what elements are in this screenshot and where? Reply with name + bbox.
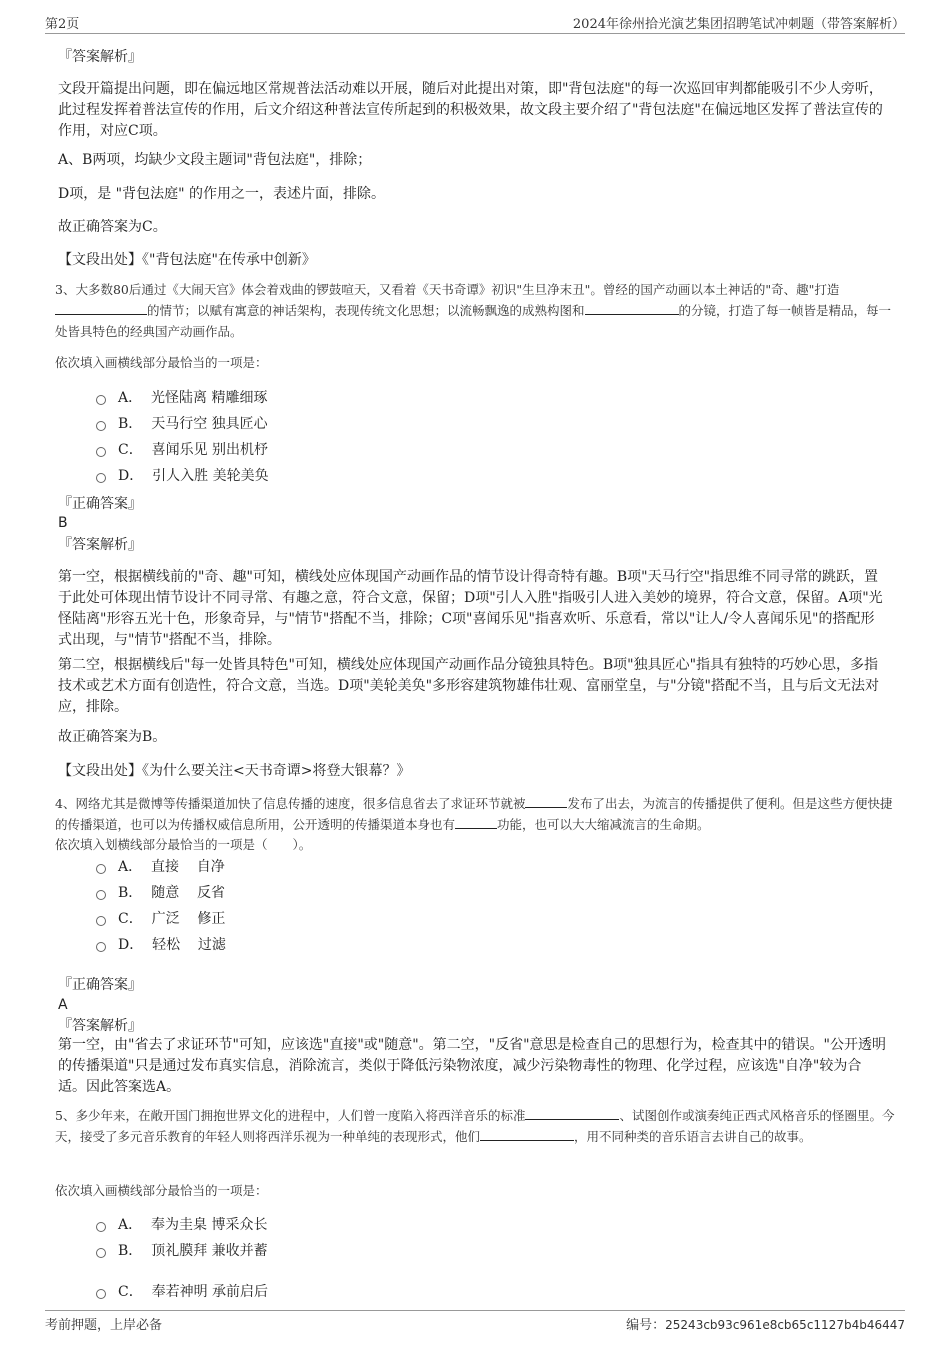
analysis-label: 『答案解析』 [58, 1018, 142, 1034]
analysis-paragraph: 第一空，由"省去了求证环节"可知，应该选"直接"或"随意"。第二空，"反省"意思是检查自己的思想行为，检查其中的错误。"公开透明的传播渠道"只是通过发布真实信息，消除流言，类似于降低污染物浓度，减少污染物毒性的物理、化学过程，应该选"自净"较为合适。因此答案选A。 [58, 1037, 886, 1095]
question-3-option-b[interactable]: B． 天马行空 独具匠心 [96, 413, 268, 435]
analysis-label: 『答案解析』 [58, 537, 142, 553]
question-3-option-c[interactable]: C． 喜闻乐见 别出机杼 [96, 439, 268, 461]
analysis-paragraph: 文段开篇提出问题，即在偏远地区常规普法活动难以开展，随后对此提出对策，即"背包法庭"的每一次巡回审判都能吸引不少人旁听，此过程发挥着普法宣传的作用，后文介绍这种普法宣传所起到的积极效果，故文段主要介绍了"背包法庭"在偏远地区发挥了普法宣传的作用，对应C项。 [58, 81, 883, 139]
analysis-paragraph: D项，是 "背包法庭" 的作用之一，表述片面，排除。 [58, 186, 386, 202]
radio-icon[interactable] [96, 942, 106, 952]
passage-source: 【文段出处】《"背包法庭"在传承中创新》 [58, 252, 316, 268]
analysis-paragraph: 第二空，根据横线后"每一处皆具特色"可知，横线处应体现国产动画作品分镜独具特色。B项"独具匠心"指具有独特的巧妙心思，多指技术或艺术方面有创造性，符合文意，当选。D项"美轮美奂"多形容建筑物雄伟壮观、富丽堂皇，与"分镜"搭配不当，且与后文无法对应，排除。 [58, 657, 879, 715]
radio-icon[interactable] [96, 447, 106, 457]
answer-label: 『正确答案』 [58, 977, 142, 993]
document-title: 2024年徐州拾光演艺集团招聘笔试冲刺题（带答案解析） [572, 17, 905, 32]
question-3-option-a[interactable]: A． 光怪陆离 精雕细琢 [96, 387, 267, 409]
question-4-stem: 4、网络尤其是微博等传播渠道加快了信息传播的速度，很多信息省去了求证环节就被 发布了出去，为流言的传播提供了便利。但是这些方便快捷的传播渠道，也可以为传播权威信息所用，公开透明的传播渠道本身也有 功能，也可以大大缩减流言的生命期。 [55, 796, 893, 832]
fill-blank [55, 302, 147, 315]
answer-conclusion: 故正确答案为B。 [58, 729, 167, 745]
radio-icon[interactable] [96, 473, 106, 483]
header-rule [45, 33, 905, 34]
analysis-paragraph: A、B两项，均缺少文段主题词"背包法庭"，排除； [58, 152, 372, 168]
question-3-prompt: 依次填入画横线部分最恰当的一项是： [55, 355, 268, 370]
radio-icon[interactable] [96, 916, 106, 926]
fill-blank [585, 302, 679, 315]
question-5-option-b[interactable]: B． 顶礼膜拜 兼收并蓄 [96, 1240, 268, 1262]
radio-icon[interactable] [96, 395, 106, 405]
question-4-prompt: 依次填入划横线部分最恰当的一项是（ ）。 [55, 837, 312, 852]
fill-blank [455, 816, 497, 829]
answer-label: 『正确答案』 [58, 496, 142, 512]
radio-icon[interactable] [96, 1248, 106, 1258]
footer-code: 编号：25243cb93c961e8cb65c1127b4b46447 [626, 1318, 905, 1333]
radio-icon[interactable] [96, 890, 106, 900]
fill-blank [525, 1107, 619, 1120]
correct-answer: B [58, 515, 68, 531]
fill-blank [480, 1128, 574, 1141]
question-5-option-a[interactable]: A． 奉为圭臬 博采众长 [96, 1214, 267, 1236]
question-3-option-d[interactable]: D． 引人入胜 美轮美奂 [96, 465, 269, 487]
question-3-stem: 3、大多数80后通过《大闹天宫》体会着戏曲的锣鼓喧天，又看着《天书奇谭》初识"生旦净末丑"。曾经的国产动画以本土神话的"奇、趣"打造的情节；以赋有寓意的神话架构，表现传统文化思想；以流畅飘逸的成熟构图和 的分镜，打造了每一帧皆是精品，每一处皆具特色的经典国产动画作品。 [55, 282, 892, 339]
correct-answer: A [58, 997, 68, 1013]
radio-icon[interactable] [96, 864, 106, 874]
question-4-option-d[interactable]: D． 轻松 过滤 [96, 934, 226, 956]
question-5-option-c[interactable]: C． 奉若神明 承前启后 [96, 1281, 268, 1303]
radio-icon[interactable] [96, 421, 106, 431]
footer-slogan: 考前押题，上岸必备 [45, 1318, 163, 1333]
answer-conclusion: 故正确答案为C。 [58, 219, 167, 235]
analysis-label: 『答案解析』 [58, 49, 142, 65]
analysis-paragraph: 第一空，根据横线前的"奇、趣"可知，横线处应体现国产动画作品的情节设计得奇特有趣。B项"天马行空"指思维不同寻常的跳跃，置于此处可体现出情节设计不同寻常、有趣之意，符合文意，保留；D项"引人入胜"指吸引人进入美妙的境界，符合文意，保留。A项"光怪陆离"形容五光十色，形象奇异，与"情节"搭配不当，排除；C项"喜闻乐见"指喜欢听、乐意看，常以"让人/令人喜闻乐见"的搭配形式出现，与"情节"搭配不当，排除。 [58, 569, 883, 648]
question-4-option-b[interactable]: B． 随意 反省 [96, 882, 225, 904]
radio-icon[interactable] [96, 1222, 106, 1232]
fill-blank [525, 795, 567, 808]
passage-source: 【文段出处】《为什么要关注<天书奇谭>将登大银幕？》 [58, 763, 411, 779]
page-number: 第2页 [45, 17, 80, 32]
question-5-stem: 5、多少年来，在敞开国门拥抱世界文化的进程中，人们曾一度陷入将西洋音乐的标准 、试图创作或演奏纯正西式风格音乐的怪圈里。今天，接受了多元音乐教育的年轻人则将西洋乐视为一种单纯的表现形式，他们 ，用不同种类的音乐语言去讲自己的故事。 [55, 1108, 895, 1144]
radio-icon[interactable] [96, 1289, 106, 1299]
question-5-prompt: 依次填入画横线部分最恰当的一项是： [55, 1183, 268, 1198]
question-4-option-c[interactable]: C． 广泛 修正 [96, 908, 225, 930]
question-4-option-a[interactable]: A． 直接 自净 [96, 856, 225, 878]
footer-rule [45, 1310, 905, 1311]
